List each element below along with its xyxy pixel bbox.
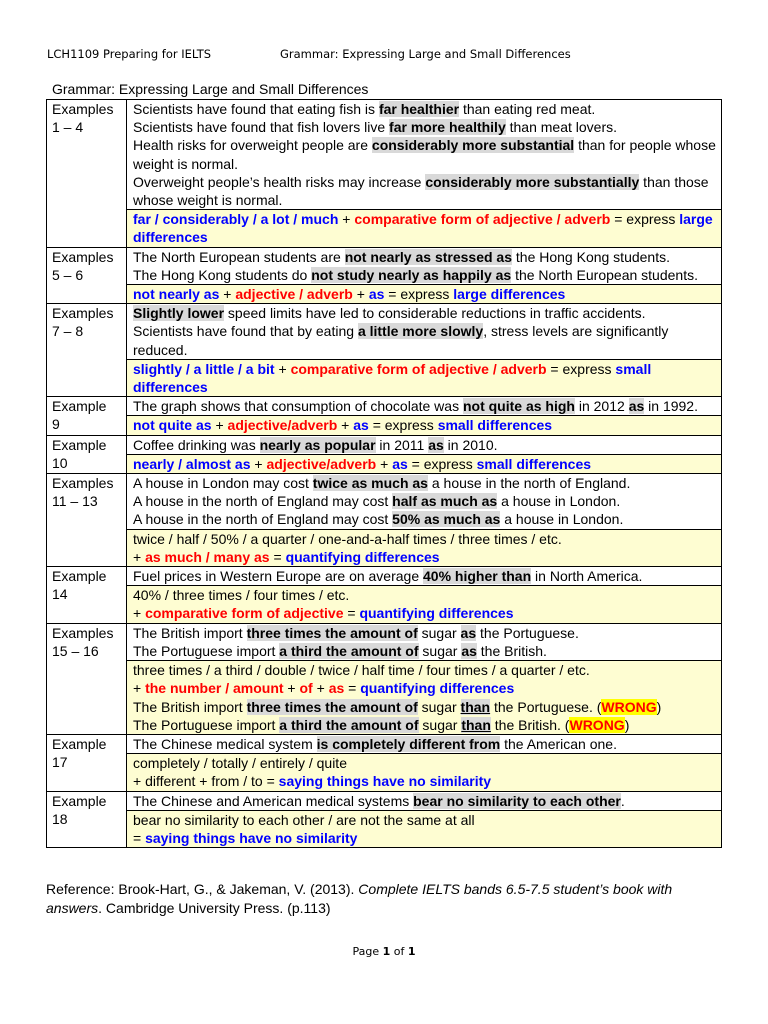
meaning-term: as bbox=[353, 417, 369, 434]
meaning-term: small differences bbox=[133, 360, 652, 396]
form-term: as bbox=[328, 680, 345, 697]
rule-line bbox=[133, 285, 718, 303]
text-segment: + bbox=[283, 680, 300, 697]
highlighted-phrase: nearly as popular bbox=[259, 436, 376, 453]
highlighted-phrase: far more healthily bbox=[389, 119, 506, 136]
text-segment: three times / a third / double / twice / half time / four times / a quarter / etc. bbox=[133, 662, 590, 679]
grammar-table bbox=[46, 99, 722, 848]
text-segment: 40% / three times / four times / etc. bbox=[133, 587, 350, 604]
example-sentence bbox=[133, 642, 718, 660]
text-segment: the Portuguese. bbox=[476, 624, 579, 641]
highlighted-phrase: far healthier bbox=[378, 101, 460, 117]
example-label bbox=[47, 623, 127, 734]
highlighted-phrase: bear no similarity to each other bbox=[413, 792, 621, 809]
text-segment: = bbox=[133, 829, 146, 846]
meaning-term: large differences bbox=[453, 286, 566, 303]
rule-line bbox=[133, 754, 718, 772]
text-segment: a house in London. bbox=[497, 493, 621, 510]
highlighted-phrase: not quite as high bbox=[462, 398, 575, 415]
example-label bbox=[47, 734, 127, 791]
text-segment: than those whose weight is normal. bbox=[133, 173, 709, 209]
footer-page-total: 1 bbox=[407, 945, 416, 958]
highlighted-phrase: three times the amount of bbox=[246, 624, 418, 641]
example-sentence bbox=[133, 248, 718, 266]
grammar-rule bbox=[127, 359, 722, 396]
text-segment: Scientists have found that by eating bbox=[133, 323, 358, 340]
text-segment: A house in the north of England may cost bbox=[133, 511, 393, 528]
text-segment: the American one. bbox=[500, 735, 617, 752]
meaning-term: large differences bbox=[133, 211, 713, 246]
example-label-line: 5 – 6 bbox=[52, 266, 84, 283]
text-segment: The Chinese and American medical systems bbox=[133, 792, 414, 809]
example-sentence bbox=[133, 136, 718, 172]
text-segment: than meat lovers. bbox=[505, 119, 618, 136]
rule-line bbox=[133, 698, 718, 716]
example-label-line: 11 – 13 bbox=[52, 493, 98, 510]
text-segment: a house in London. bbox=[500, 511, 624, 528]
highlighted-phrase: twice as much as bbox=[312, 475, 428, 492]
highlighted-phrase: three times the amount of bbox=[246, 698, 418, 715]
meaning-term: not quite as bbox=[133, 417, 212, 434]
text-segment: A house in the north of England may cost bbox=[133, 493, 393, 510]
text-segment: Coffee drinking was bbox=[133, 436, 260, 453]
example-label-line: Example bbox=[52, 398, 107, 415]
text-segment: speed limits have led to considerable reductions in traffic accidents. bbox=[224, 305, 646, 322]
text-segment: the British. bbox=[476, 642, 547, 659]
example-row bbox=[47, 791, 722, 810]
header-topic: Grammar: Expressing Large and Small Differences bbox=[280, 47, 571, 61]
example-label-line: Example bbox=[52, 568, 107, 585]
example-sentences bbox=[127, 791, 722, 810]
example-sentence bbox=[133, 118, 718, 136]
example-row bbox=[47, 435, 722, 454]
text-segment: The Hong Kong students do bbox=[133, 266, 312, 283]
highlighted-phrase: not nearly as stressed as bbox=[344, 248, 512, 265]
form-term: adjective / adverb bbox=[235, 286, 353, 303]
example-sentence bbox=[133, 474, 718, 492]
example-sentence bbox=[133, 735, 718, 753]
meaning-term: quantifying differences bbox=[359, 605, 514, 622]
example-label-line: Examples bbox=[52, 305, 114, 322]
text-segment: a house in the north of England. bbox=[427, 475, 631, 492]
text-segment: sugar bbox=[418, 716, 462, 733]
example-sentence bbox=[133, 510, 718, 528]
grammar-rule bbox=[127, 416, 722, 435]
example-sentences bbox=[127, 397, 722, 416]
text-segment: + bbox=[133, 605, 146, 622]
text-segment: Scientists have found that fish lovers live bbox=[133, 119, 390, 136]
highlighted-phrase: as bbox=[428, 436, 444, 453]
example-label-line: Example bbox=[52, 436, 107, 453]
header-course: LCH1109 Preparing for IELTS bbox=[47, 47, 212, 61]
grammar-rule bbox=[127, 210, 722, 247]
example-label-line: Example bbox=[52, 792, 107, 809]
highlighted-phrase: 50% as much as bbox=[392, 511, 501, 528]
example-label-line: 7 – 8 bbox=[52, 323, 84, 340]
example-sentences bbox=[127, 247, 722, 284]
rule-line bbox=[133, 586, 718, 604]
highlighted-phrase: as bbox=[461, 642, 477, 659]
text-segment: in 1992. bbox=[644, 398, 698, 415]
meaning-term: quantifying differences bbox=[285, 548, 440, 565]
text-segment: . bbox=[620, 792, 625, 809]
meaning-term: saying things have no similarity bbox=[145, 829, 358, 846]
document-title: Grammar: Expressing Large and Small Differences bbox=[52, 81, 369, 97]
example-sentences bbox=[127, 304, 722, 360]
example-label-line: 10 bbox=[52, 454, 68, 471]
rule-line bbox=[133, 530, 718, 548]
text-segment: = bbox=[343, 605, 360, 622]
example-row bbox=[47, 474, 722, 530]
rule-row bbox=[47, 754, 722, 791]
text-segment: = express bbox=[384, 286, 454, 303]
rule-line bbox=[133, 772, 718, 790]
rule-row bbox=[47, 359, 722, 396]
example-sentence bbox=[133, 173, 718, 209]
grammar-rule bbox=[127, 661, 722, 735]
rule-line bbox=[133, 604, 718, 622]
example-sentence bbox=[133, 100, 718, 118]
highlighted-phrase: a little more slowly bbox=[357, 323, 484, 340]
grammar-rule bbox=[127, 285, 722, 304]
example-sentences bbox=[127, 435, 722, 454]
wrong-marker: WRONG bbox=[601, 698, 657, 715]
grammar-rule bbox=[127, 586, 722, 623]
text-segment: Scientists have found that eating fish is bbox=[133, 101, 379, 117]
example-sentence bbox=[133, 436, 718, 454]
text-segment: + bbox=[133, 680, 146, 697]
example-label bbox=[47, 247, 127, 304]
text-segment: sugar bbox=[417, 698, 461, 715]
text-segment: + bbox=[133, 548, 146, 565]
form-term: as much / many as bbox=[145, 548, 270, 565]
text-segment: the British. ( bbox=[490, 716, 570, 733]
text-segment: than eating red meat. bbox=[459, 101, 596, 117]
example-sentences bbox=[127, 623, 722, 660]
grammar-rule bbox=[127, 754, 722, 791]
form-term: adjective/adverb bbox=[266, 455, 377, 472]
text-segment: Health risks for overweight people are bbox=[133, 137, 372, 154]
footer-page-number: 1 bbox=[382, 945, 391, 958]
meaning-term: quantifying differences bbox=[360, 680, 515, 697]
text-segment: + different + from / to = bbox=[133, 773, 279, 790]
rule-row bbox=[47, 285, 722, 304]
rule-row bbox=[47, 454, 722, 473]
text-segment: A house in London may cost bbox=[133, 475, 313, 492]
highlighted-phrase: is completely different from bbox=[316, 735, 501, 752]
text-segment: Fuel prices in Western Europe are on average bbox=[133, 568, 424, 585]
text-segment: ) bbox=[656, 698, 662, 715]
text-segment: + bbox=[274, 360, 291, 377]
form-term: of bbox=[299, 680, 313, 697]
example-sentence bbox=[133, 624, 718, 642]
text-segment: The Chinese medical system bbox=[133, 735, 317, 752]
text-segment: in 2010. bbox=[443, 436, 498, 453]
text-segment: + bbox=[250, 455, 267, 472]
example-row bbox=[47, 734, 722, 753]
example-label-line: 15 – 16 bbox=[52, 642, 99, 659]
reference-suffix: . Cambridge University Press. (p.113) bbox=[98, 899, 331, 916]
meaning-term: slightly / a little / a bit bbox=[133, 360, 275, 377]
example-sentences bbox=[127, 734, 722, 753]
text-segment: + bbox=[312, 680, 329, 697]
example-row bbox=[47, 247, 722, 284]
meaning-term: as bbox=[368, 286, 385, 303]
highlighted-phrase: Slightly lower bbox=[133, 305, 225, 322]
example-label-line: 9 bbox=[52, 416, 60, 433]
text-segment: , stress levels are significantly reduced. bbox=[133, 323, 669, 358]
highlighted-phrase: a third the amount of bbox=[279, 642, 419, 659]
meaning-term: small differences bbox=[476, 455, 592, 472]
meaning-term: nearly / almost as bbox=[133, 455, 251, 472]
meaning-term: not nearly as bbox=[133, 286, 220, 303]
rule-line bbox=[133, 679, 718, 697]
text-segment: = express bbox=[546, 360, 616, 377]
example-label-line: Example bbox=[52, 735, 107, 752]
text-segment: in North America. bbox=[531, 568, 643, 585]
example-label-line: Examples bbox=[52, 475, 114, 492]
form-term: comparative form of adjective / adverb bbox=[290, 360, 547, 377]
example-row bbox=[47, 567, 722, 586]
rule-line bbox=[133, 548, 718, 566]
text-segment: + bbox=[352, 286, 369, 303]
rule-line bbox=[133, 416, 718, 434]
example-sentence bbox=[133, 492, 718, 510]
text-segment: twice / half / 50% / a quarter / one-and-a-half times / three times / etc. bbox=[133, 530, 562, 547]
example-label bbox=[47, 397, 127, 435]
wrong-marker: WRONG bbox=[569, 716, 625, 733]
footer-page-word: Page bbox=[352, 945, 380, 958]
text-segment: in 2012 bbox=[574, 398, 629, 415]
example-row bbox=[47, 100, 722, 210]
example-row bbox=[47, 304, 722, 360]
example-row bbox=[47, 623, 722, 660]
example-label bbox=[47, 791, 127, 848]
text-segment: + bbox=[219, 286, 236, 303]
text-segment: sugar bbox=[417, 624, 461, 641]
highlighted-phrase: than bbox=[461, 716, 491, 733]
rule-line bbox=[133, 811, 718, 829]
text-segment: + bbox=[338, 211, 355, 228]
example-label-line: Examples bbox=[52, 624, 114, 641]
grammar-rule bbox=[127, 810, 722, 847]
highlighted-phrase: 40% higher than bbox=[423, 568, 532, 585]
text-segment: = bbox=[344, 680, 361, 697]
example-sentence bbox=[133, 322, 718, 358]
example-sentence bbox=[133, 567, 718, 585]
rule-line bbox=[133, 661, 718, 679]
highlighted-phrase: than bbox=[460, 698, 491, 715]
highlighted-phrase: a third the amount of bbox=[279, 716, 419, 733]
rule-line bbox=[133, 716, 718, 734]
page-footer bbox=[0, 945, 768, 958]
example-label bbox=[47, 304, 127, 397]
highlighted-phrase: considerably more substantially bbox=[425, 173, 640, 190]
text-segment: The British import bbox=[133, 624, 247, 641]
highlighted-phrase: considerably more substantial bbox=[371, 137, 575, 154]
text-segment: The British import bbox=[133, 698, 247, 715]
text-segment: bear no similarity to each other / are not the same at all bbox=[133, 811, 475, 828]
example-label-line: 14 bbox=[52, 586, 68, 603]
example-row bbox=[47, 397, 722, 416]
text-segment: The Portuguese import bbox=[133, 642, 280, 659]
example-sentences bbox=[127, 567, 722, 586]
rule-row bbox=[47, 661, 722, 735]
example-label-line: 1 – 4 bbox=[52, 119, 84, 136]
reference-book-title: Complete IELTS bands 6.5-7.5 student’s book with answers bbox=[46, 881, 673, 916]
text-segment: = bbox=[269, 548, 286, 565]
grammar-rule bbox=[127, 529, 722, 566]
example-label bbox=[47, 567, 127, 624]
text-segment: + bbox=[376, 455, 393, 472]
meaning-term: small differences bbox=[437, 417, 553, 434]
example-label-line: Examples bbox=[52, 248, 114, 265]
text-segment: = express bbox=[407, 455, 477, 472]
rule-line bbox=[133, 210, 718, 246]
example-label-line: 17 bbox=[52, 754, 68, 771]
text-segment: in 2011 bbox=[375, 436, 429, 453]
meaning-term: far / considerably / a lot / much bbox=[133, 211, 339, 228]
text-segment: The graph shows that consumption of chocolate was bbox=[133, 398, 463, 415]
rule-line bbox=[133, 455, 718, 473]
text-segment: the Portuguese. ( bbox=[490, 698, 602, 715]
rule-row bbox=[47, 210, 722, 247]
text-segment: ) bbox=[624, 716, 630, 733]
text-segment: + bbox=[337, 417, 354, 434]
highlighted-phrase: not study nearly as happily as bbox=[311, 266, 512, 283]
meaning-term: saying things have no similarity bbox=[278, 773, 492, 790]
highlighted-phrase: half as much as bbox=[392, 493, 498, 510]
example-sentences bbox=[127, 474, 722, 530]
example-sentence bbox=[133, 397, 718, 415]
example-sentence bbox=[133, 792, 718, 810]
text-segment: + bbox=[211, 417, 228, 434]
rule-row bbox=[47, 586, 722, 623]
text-segment: the Hong Kong students. bbox=[512, 248, 670, 265]
rule-row bbox=[47, 810, 722, 847]
text-segment: completely / totally / entirely / quite bbox=[133, 755, 347, 772]
text-segment: sugar bbox=[418, 642, 462, 659]
example-sentences bbox=[127, 100, 722, 210]
rule-row bbox=[47, 416, 722, 435]
highlighted-phrase: as bbox=[460, 624, 477, 641]
reference bbox=[46, 880, 726, 917]
example-label bbox=[47, 100, 127, 248]
example-label-line: 18 bbox=[52, 810, 68, 827]
text-segment: the North European students. bbox=[511, 266, 698, 283]
text-segment: The Portuguese import bbox=[133, 716, 280, 733]
example-label bbox=[47, 474, 127, 567]
text-segment: than for people whose weight is normal. bbox=[133, 137, 716, 172]
rule-line bbox=[133, 829, 718, 847]
text-segment: Overweight people’s health risks may increase bbox=[133, 173, 426, 190]
rule-row bbox=[47, 529, 722, 566]
text-segment: The North European students are bbox=[133, 248, 345, 265]
form-term: comparative form of adjective bbox=[145, 605, 344, 622]
example-sentence bbox=[133, 266, 718, 284]
grammar-rule bbox=[127, 454, 722, 473]
text-segment: = express bbox=[368, 417, 438, 434]
example-label-line: Examples bbox=[52, 101, 114, 117]
rule-line bbox=[133, 360, 718, 396]
example-label bbox=[47, 435, 127, 473]
form-term: adjective/adverb bbox=[227, 417, 338, 434]
text-segment: = express bbox=[610, 211, 680, 228]
reference-prefix: Reference: Brook-Hart, G., & Jakeman, V. (2013). bbox=[46, 881, 359, 897]
form-term: the number / amount bbox=[145, 680, 284, 697]
highlighted-phrase: as bbox=[628, 398, 645, 415]
footer-of-word: of bbox=[393, 945, 405, 958]
example-sentence bbox=[133, 304, 718, 322]
form-term: comparative form of adjective / adverb bbox=[354, 211, 611, 228]
meaning-term: as bbox=[392, 455, 408, 472]
